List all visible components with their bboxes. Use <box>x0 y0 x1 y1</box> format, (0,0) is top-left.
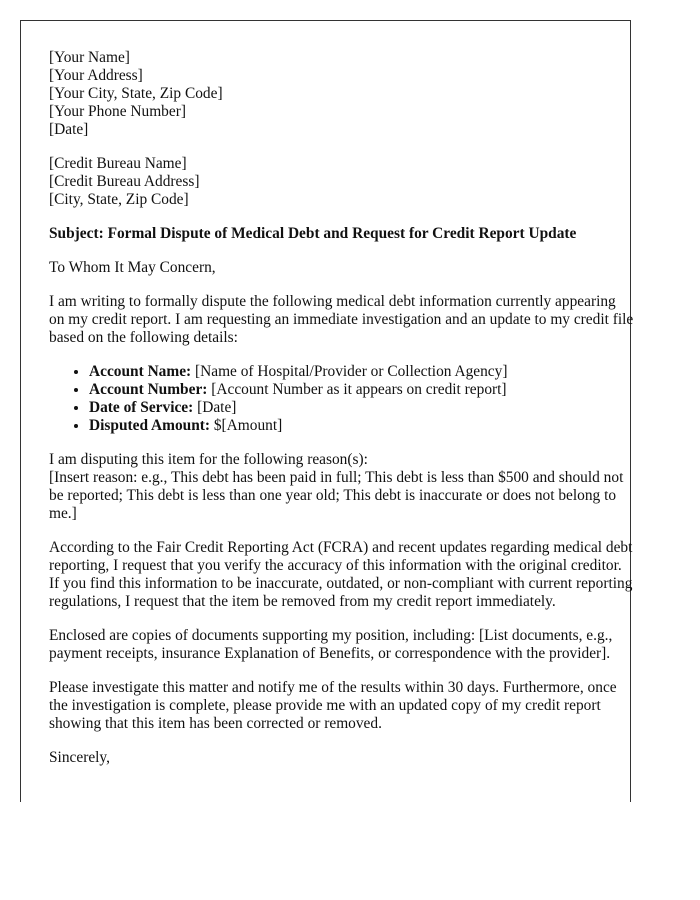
sender-name: [Your Name] <box>49 49 130 66</box>
detail-value: [Date] <box>193 399 237 416</box>
detail-label: Account Name: <box>89 363 192 380</box>
sender-phone: [Your Phone Number] <box>49 103 186 120</box>
salutation: To Whom It May Concern, <box>49 259 216 276</box>
reason-intro: I am disputing this item for the following reason(s): <box>49 451 368 468</box>
reason-paragraph <box>49 451 634 523</box>
details-list <box>49 363 630 435</box>
detail-value: [Name of Hospital/Provider or Collection Agency] <box>191 363 508 380</box>
detail-value: $[Amount] <box>210 417 283 434</box>
detail-label: Disputed Amount: <box>89 417 211 434</box>
closing-request-paragraph: Please investigate this matter and notify me of the results within 30 days. Furthermore, once the investigation is complete, please provide me with an updated copy of my credit report showing that this item has been corrected or removed. <box>49 679 617 732</box>
list-item <box>89 381 630 399</box>
sender-block <box>49 49 634 139</box>
subject-line <box>49 225 634 243</box>
list-item <box>89 417 630 435</box>
signoff: Sincerely, <box>49 749 110 766</box>
recipient-name: [Credit Bureau Name] <box>49 155 187 172</box>
sender-city: [Your City, State, Zip Code] <box>49 85 223 102</box>
recipient-block <box>49 155 634 209</box>
enclosed-paragraph: Enclosed are copies of documents supporting my position, including: [List documents, e.g., payment receipts, insurance Explanation of Benefits, or correspondence with the provider]. <box>49 627 613 662</box>
recipient-address: [Credit Bureau Address] <box>49 173 200 190</box>
sender-address: [Your Address] <box>49 67 143 84</box>
intro-paragraph: I am writing to formally dispute the following medical debt information currently appearing on my credit report. I am requesting an immediate investigation and an update to my credit file based on the following details: <box>49 293 634 346</box>
list-item <box>89 399 630 417</box>
detail-label: Date of Service: <box>89 399 194 416</box>
detail-value: [Account Number as it appears on credit report] <box>207 381 507 398</box>
recipient-city: [City, State, Zip Code] <box>49 191 189 208</box>
list-item <box>89 363 630 381</box>
letter-date: [Date] <box>49 121 89 138</box>
detail-label: Account Number: <box>89 381 208 398</box>
letter-page <box>20 20 634 802</box>
reason-text: [Insert reason: e.g., This debt has been paid in full; This debt is less than $500 and should not be reported; This debt is less than one year old; This debt is inaccurate or does not belong to me.] <box>49 469 624 522</box>
subject-text: Subject: Formal Dispute of Medical Debt and Request for Credit Report Update <box>49 225 577 242</box>
fcra-paragraph: According to the Fair Credit Reporting Act (FCRA) and recent updates regarding medical debt reporting, I request that you verify the accuracy of this information with the original creditor. If you find this information to be inaccurate, outdated, or non-compliant with current reporting regulations, I request that the item be removed from my credit report immediately. <box>49 539 633 610</box>
